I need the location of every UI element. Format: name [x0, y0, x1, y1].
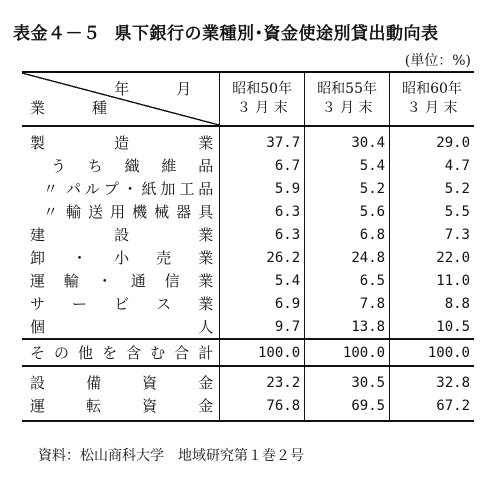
funds-label: 運転資金 [30, 397, 214, 415]
period-month: ３ 月 末 [321, 100, 373, 116]
industry-label: 業 種 [30, 99, 124, 117]
period-year: 昭和55年 [317, 81, 378, 97]
period-month: ３ 月 末 [236, 100, 288, 116]
source-note: 資料：松山商科大学 地域研究第１巻２号 [38, 448, 304, 464]
table-row [22, 246, 474, 269]
industry-cell [22, 200, 220, 223]
value-cell: 22.0 [390, 246, 474, 269]
value-cell: 6.7 [220, 154, 305, 177]
industry-cell [22, 223, 220, 246]
funds-label-cell [22, 394, 220, 421]
value-cell: 69.5 [305, 394, 390, 421]
value-cell: 76.8 [220, 394, 305, 421]
table-row [22, 269, 474, 292]
value-cell: 6.5 [305, 269, 390, 292]
funds-label: 設備資金 [30, 374, 214, 392]
value-cell: 6.8 [305, 223, 390, 246]
value-cell: 23.2 [220, 366, 305, 394]
table-row [22, 154, 474, 177]
total-label-cell [22, 339, 220, 366]
table-row [22, 177, 474, 200]
value-cell: 5.4 [305, 154, 390, 177]
industry-label: サービス業 [30, 295, 214, 313]
value-cell: 5.9 [220, 177, 305, 200]
industry-label: 卸・小売業 [30, 249, 214, 267]
value-cell: 7.8 [305, 292, 390, 315]
total-row [22, 339, 474, 366]
industry-label [22, 178, 219, 199]
ditto-mark: 〃 [43, 180, 59, 198]
industry-cell [22, 269, 220, 292]
table-number: 表金４－５ [13, 24, 101, 44]
value-cell: 6.9 [220, 292, 305, 315]
funds-row [22, 366, 474, 394]
value-cell: 30.4 [305, 126, 390, 154]
sub-industry-label: 輸送用機械器具 [66, 203, 214, 221]
table-row [22, 292, 474, 315]
value-cell: 32.8 [390, 366, 474, 394]
sub-industry-label: パルプ・紙加工品 [66, 180, 214, 198]
value-cell: 4.7 [390, 154, 474, 177]
year-month-label: 年 月 [114, 80, 208, 98]
value-cell: 11.0 [390, 269, 474, 292]
industry-cell [22, 177, 220, 200]
table-title-text: 県下銀行の業種別･資金使途別貸出動向表 [114, 24, 439, 44]
period-header [390, 72, 474, 126]
funds-row [22, 394, 474, 421]
value-cell: 6.3 [220, 200, 305, 223]
table-row [22, 126, 474, 154]
value-cell: 5.2 [305, 177, 390, 200]
unit-note: (単位：%) [404, 53, 471, 69]
industry-label: うち織維品 [51, 157, 214, 175]
industry-cell [22, 126, 220, 154]
industry-cell [22, 246, 220, 269]
lending-table [22, 71, 474, 422]
period-header [220, 72, 305, 126]
industry-label: 製造業 [30, 134, 214, 152]
industry-cell [22, 154, 220, 177]
industry-label: 個人 [30, 318, 214, 336]
industry-cell [22, 315, 220, 339]
diagonal-header-cell [22, 72, 220, 126]
value-cell: 29.0 [390, 126, 474, 154]
value-cell: 100.0 [220, 339, 305, 366]
value-cell: 100.0 [390, 339, 474, 366]
table-row [22, 200, 474, 223]
ditto-mark: 〃 [43, 203, 59, 221]
value-cell: 5.4 [220, 269, 305, 292]
period-month: ３ 月 末 [406, 100, 458, 116]
period-year: 昭和60年 [402, 81, 462, 97]
value-cell: 5.2 [390, 177, 474, 200]
value-cell: 5.6 [305, 200, 390, 223]
value-cell: 26.2 [220, 246, 305, 269]
period-year: 昭和50年 [232, 81, 293, 97]
table-row [22, 223, 474, 246]
value-cell: 9.7 [220, 315, 305, 339]
period-header [305, 72, 390, 126]
value-cell: 13.8 [305, 315, 390, 339]
table-title [13, 19, 439, 44]
value-cell: 67.2 [390, 394, 474, 421]
value-cell: 24.8 [305, 246, 390, 269]
industry-cell [22, 292, 220, 315]
total-label: その他を含む合計 [30, 344, 214, 362]
value-cell: 6.3 [220, 223, 305, 246]
table-row [22, 315, 474, 339]
value-cell: 100.0 [305, 339, 390, 366]
industry-label: 建設業 [30, 226, 214, 244]
value-cell: 10.5 [390, 315, 474, 339]
header-row [22, 72, 474, 126]
industry-label [22, 201, 219, 222]
value-cell: 30.5 [305, 366, 390, 394]
value-cell: 37.7 [220, 126, 305, 154]
value-cell: 7.3 [390, 223, 474, 246]
funds-label-cell [22, 366, 220, 394]
value-cell: 8.8 [390, 292, 474, 315]
value-cell: 5.5 [390, 200, 474, 223]
industry-label: 運輸・通信業 [30, 272, 214, 290]
